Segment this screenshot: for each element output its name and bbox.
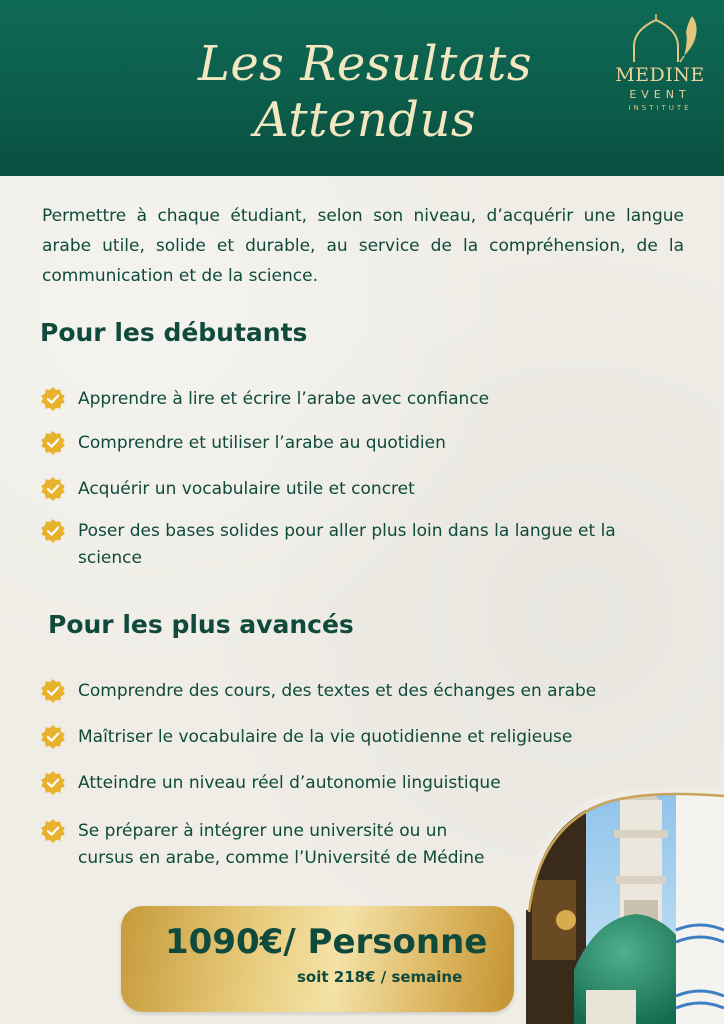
price-banner bbox=[121, 906, 514, 1012]
page-title bbox=[170, 36, 560, 148]
list-item-text: Se préparer à intégrer une université ou un cursus en arabe, comme l’Université de Médine bbox=[78, 821, 485, 868]
list-item-text: Acquérir un vocabulaire utile et concret bbox=[78, 479, 415, 499]
price-per-person: 1090€/ Personne bbox=[165, 922, 488, 962]
verified-badge-icon bbox=[40, 724, 66, 750]
intro-paragraph: Permettre à chaque étudiant, selon son niveau, d’acquérir une langue arabe utile, solide et durable, au service de la compréhension, de la communication et de la science. bbox=[42, 206, 684, 286]
list-item-text: Comprendre et utiliser l’arabe au quotidien bbox=[78, 433, 446, 453]
brand-logo bbox=[604, 12, 716, 120]
mosque-minaret-green-dome-image bbox=[526, 790, 724, 1024]
mosque-photo bbox=[526, 790, 724, 1024]
price-per-week: soit 218€ / semaine bbox=[297, 968, 463, 986]
header-banner bbox=[0, 0, 724, 176]
logo-institute: INSTITUTE bbox=[628, 104, 692, 112]
verified-badge-icon bbox=[40, 770, 66, 796]
beginners-heading: Pour les débutants bbox=[40, 318, 308, 347]
verified-badge-icon bbox=[40, 818, 66, 844]
advanced-heading: Pour les plus avancés bbox=[48, 610, 354, 639]
list-item-text: Comprendre des cours, des textes et des échanges en arabe bbox=[78, 681, 597, 701]
mosque-dome-feather-icon bbox=[604, 12, 716, 72]
verified-badge-icon bbox=[40, 386, 66, 412]
list-item-text: Atteindre un niveau réel d’autonomie linguistique bbox=[78, 773, 501, 793]
verified-badge-icon bbox=[40, 430, 66, 456]
title-line-2: Attendus bbox=[254, 92, 476, 148]
title-line-1: Les Resultats bbox=[198, 36, 532, 92]
logo-name: MEDINE bbox=[615, 64, 705, 86]
logo-event: EVENT bbox=[629, 88, 691, 101]
list-item-text: Poser des bases solides pour aller plus loin dans la langue et la science bbox=[78, 521, 616, 568]
list-item-text: Maîtriser le vocabulaire de la vie quotidienne et religieuse bbox=[78, 727, 573, 747]
verified-badge-icon bbox=[40, 476, 66, 502]
verified-badge-icon bbox=[40, 678, 66, 704]
list-item-text: Apprendre à lire et écrire l’arabe avec confiance bbox=[78, 389, 490, 409]
verified-badge-icon bbox=[40, 518, 66, 544]
